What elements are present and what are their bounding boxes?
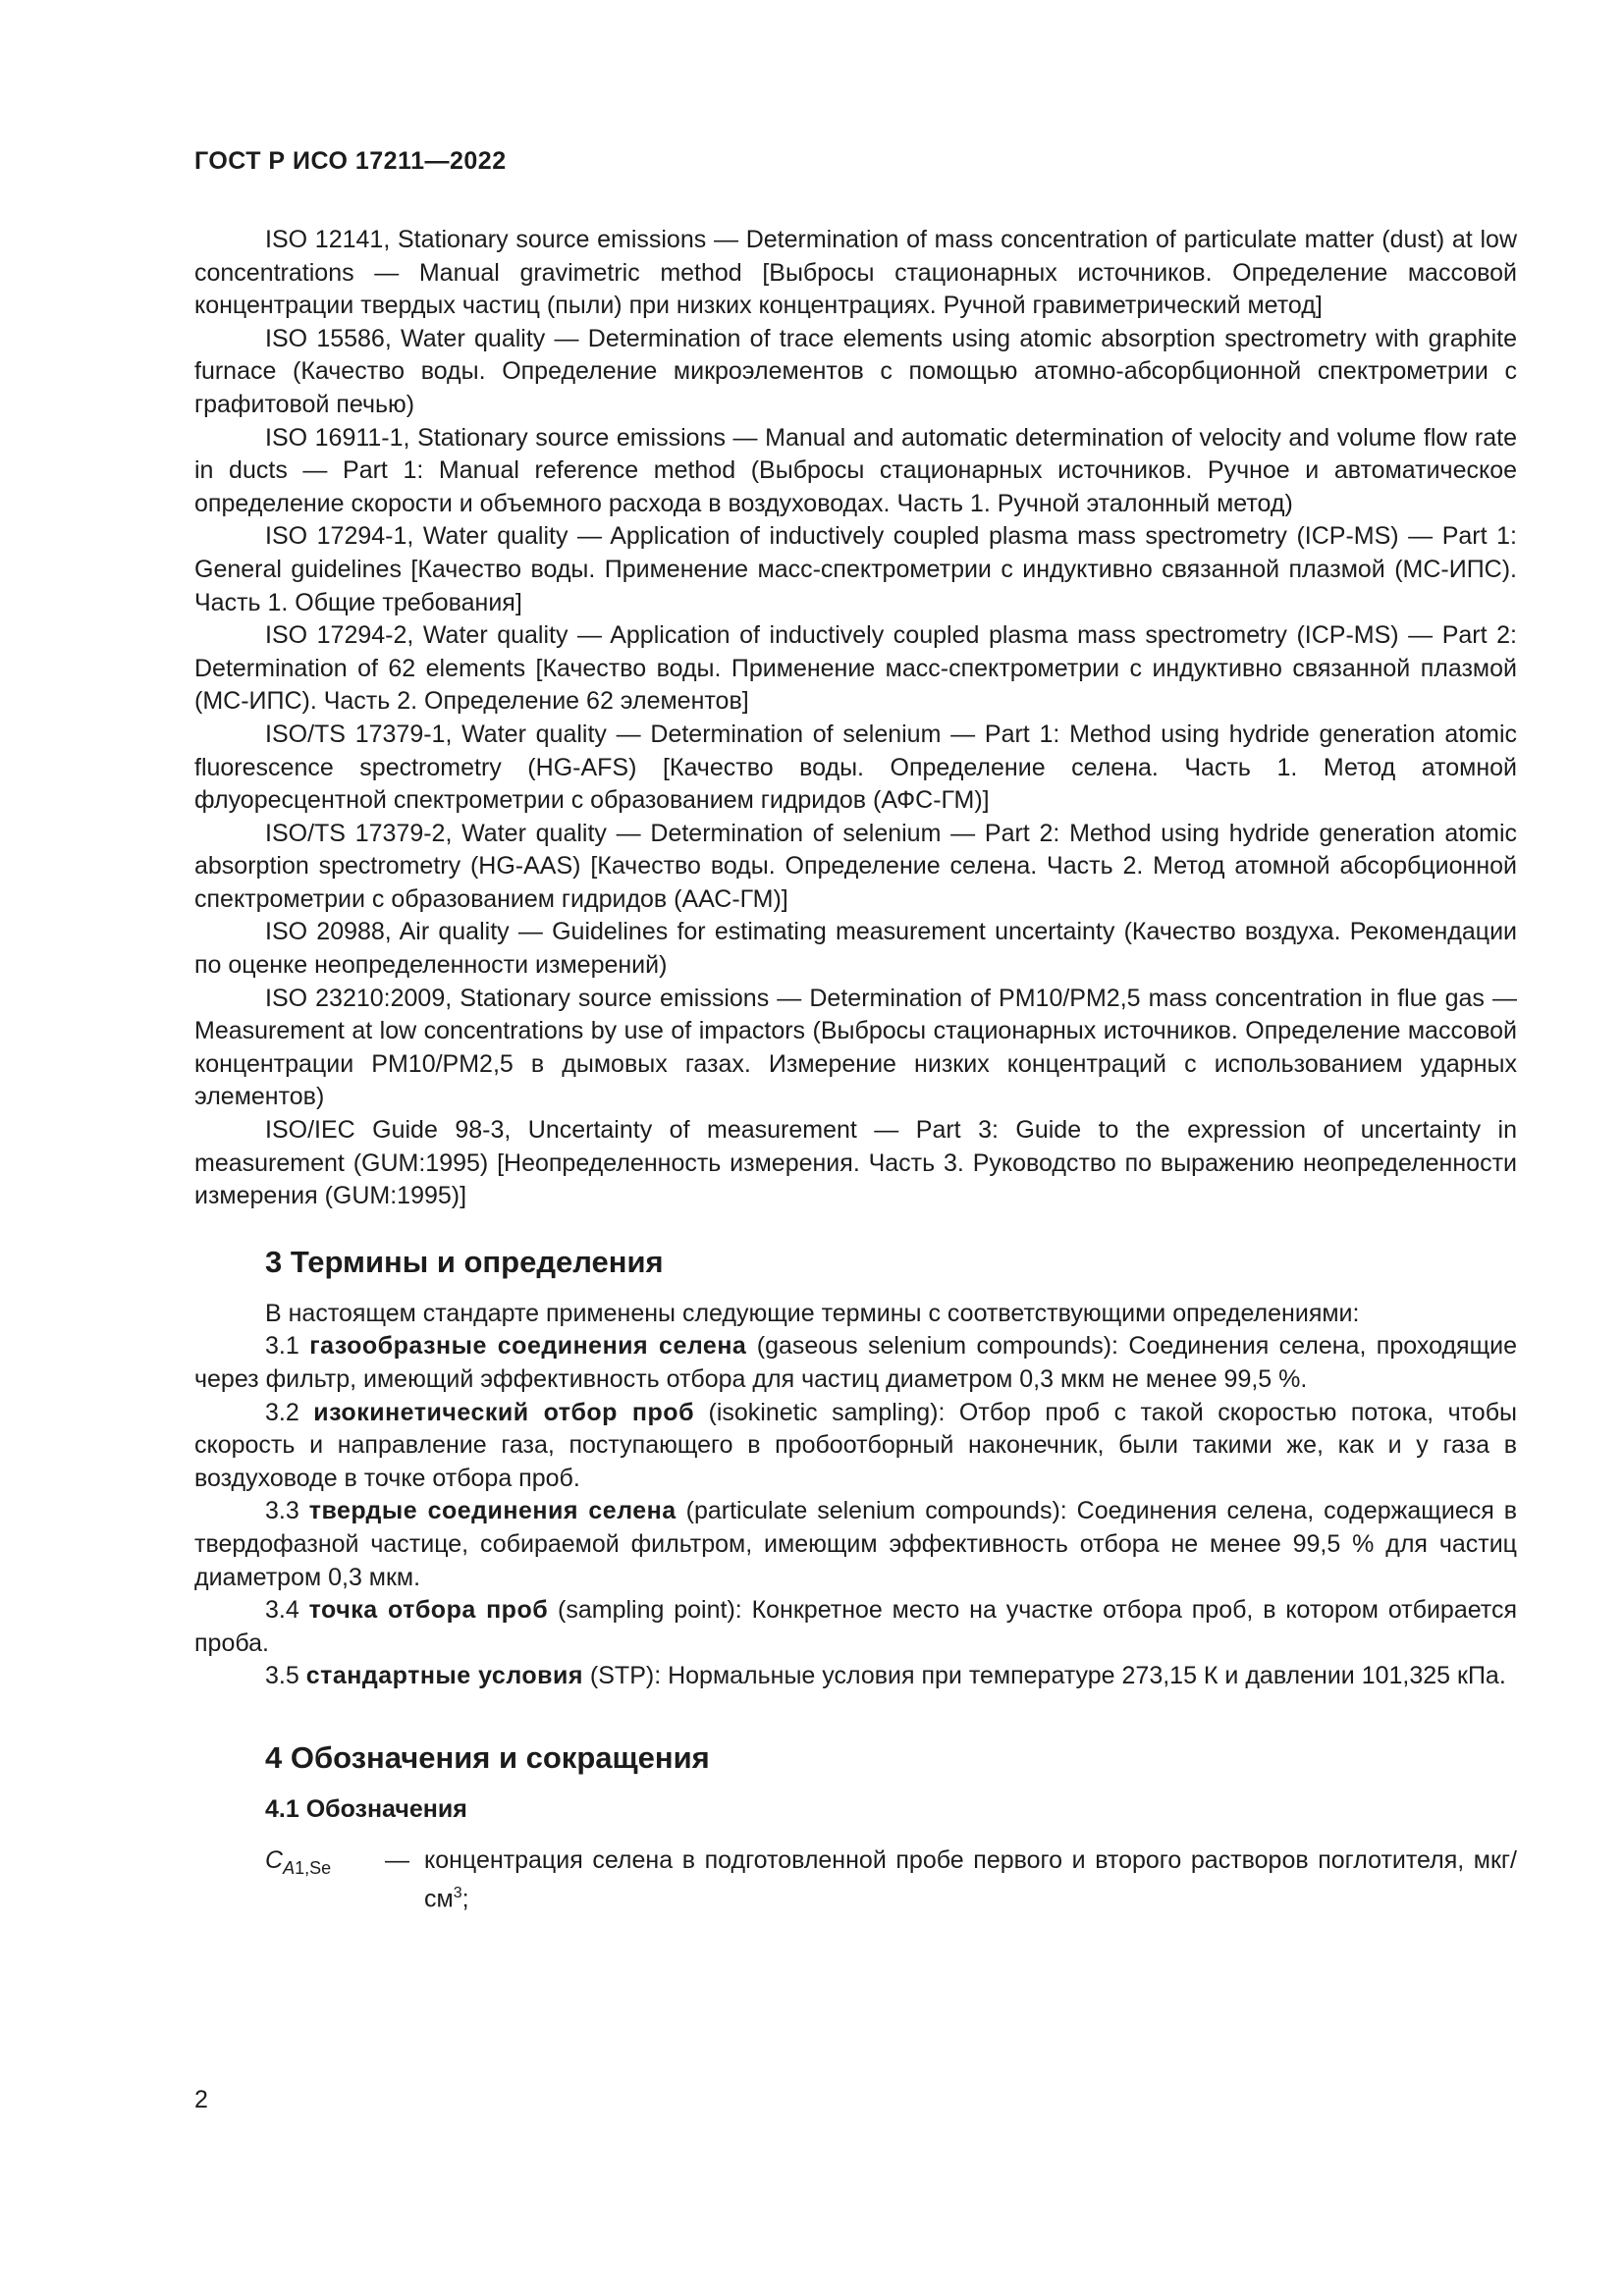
term-text: (sampling point): Конкретное место на участке отбора проб, в котором отбирается проба. [194, 1596, 1518, 1657]
term-name: газообразные соединения селена [309, 1332, 747, 1361]
reference-item: ISO 15586, Water quality — Determination of trace elements using atomic absorption spectrometry with graphite furnace (Качество воды. Определение микроэлементов с помощью атомно-абсорбционной спектрометрии с графитовой печью) [194, 324, 1517, 418]
reference-item: ISO/TS 17379-1, Water quality — Determination of selenium — Part 1: Method using hydride generation atomic fluorescence spectrometry (HG-AFS) [Качество воды. Определение селена. Часть 1. Метод атомной флуоресцентной спектрометрии с образованием гидридов (АФС-ГМ)] [194, 720, 1517, 815]
symbol-name: $C_{A1,Se}$ [265, 1845, 332, 1878]
term-number: 3.3 [265, 1497, 299, 1525]
reference-item: ISO/IEC Guide 98-3, Uncertainty of measurement — Part 3: Guide to the expression of uncertainty in measurement (GUM:1995) [Неопределенность измерения. Часть 3. Руководство по выражению неопределенности измерения (GUM:1995)] [194, 1116, 1517, 1210]
symbol-definition: концентрация селена в подготовленной пробе первого и второго растворов поглотителя, мкг/$см^3$; [424, 1845, 1517, 1913]
reference-item: ISO 23210:2009, Stationary source emissions — Determination of PM10/PM2,5 mass concentration in flue gas — Measurement at low concentrations by use of impactors (Выбросы стационарных источников. Определение массовой концентрации PM10/PM2,5 в дымовых газах. Измерение низких концентраций с использованием ударных элементов) [194, 984, 1517, 1111]
term-text: (isokinetic sampling): Отбор проб с такой скоростью потока, чтобы скорость и направление газа, поступающего в пробоотборный наконечник, были такими же, как и у газа в воздуховоде в точке отбора проб. [194, 1398, 1517, 1492]
term-text: (STP): Нормальные условия при температуре 273,15 К и давлении 101,325 кПа. [589, 1662, 1506, 1690]
term-number: 3.2 [265, 1398, 299, 1426]
section-3-heading: 3 Термины и определения [265, 1244, 664, 1279]
section-3-intro: В настоящем стандарте применены следующие термины с соответствующими определениями: [265, 1299, 1360, 1327]
term-name: твердые соединения селена [308, 1497, 677, 1525]
term-definition [194, 1330, 1517, 1396]
reference-item: ISO 17294-2, Water quality — Application of inductively coupled plasma mass spectrometry (ICP-MS) — Part 2: Determination of 62 elements [Качество воды. Применение масс-спектрометрии с индуктивно связанной плазмой (МС-ИПС). Часть 2. Определение 62 элементов] [194, 621, 1517, 716]
section-4-1-heading: 4.1 Обозначения [265, 1794, 467, 1823]
reference-item: ISO 20988, Air quality — Guidelines for estimating measurement uncertainty (Качество воздуха. Рекомендации по оценке неопределенности измерений) [194, 918, 1517, 980]
reference-item: ISO 17294-1, Water quality — Application of inductively coupled plasma mass spectrometry (ICP-MS) — Part 1: General guidelines [Качество воды. Применение масс-спектрометрии с индуктивно связанной плазмой (МС-ИПС). Часть 1. Общие требования] [194, 522, 1517, 616]
document-header: ГОСТ Р ИСО 17211—2022 [194, 147, 507, 175]
term-name: точка отбора проб [308, 1596, 549, 1625]
term-name: изокинетический отбор проб [313, 1398, 695, 1426]
section-4 [194, 1738, 1517, 1916]
section-3 [194, 1243, 1517, 1693]
page-number: 2 [194, 2086, 208, 2113]
term-number: 3.4 [265, 1596, 299, 1625]
term-definition [194, 1495, 1517, 1594]
document-body [194, 224, 1517, 1916]
reference-item: ISO/TS 17379-2, Water quality — Determination of selenium — Part 2: Method using hydride generation atomic absorption spectrometry (HG-AAS) [Качество воды. Определение селена. Часть 2. Метод атомной абсорбционной спектрометрии с образованием гидридов (ААС-ГМ)] [194, 819, 1517, 913]
normative-references [194, 224, 1517, 1213]
symbol-row [194, 1844, 1517, 1917]
term-definition [194, 1594, 1517, 1660]
reference-item: ISO 16911-1, Stationary source emissions — Manual and automatic determination of velocity and volume flow rate in ducts — Part 1: Manual reference method (Выбросы стационарных источников. Ручное и автоматическое определение скорости и объемного расхода в воздуховодах. Часть 1. Ручной эталонный метод) [194, 423, 1517, 517]
term-definition [194, 1397, 1517, 1496]
reference-item: ISO 12141, Stationary source emissions — Determination of mass concentration of particulate matter (dust) at low concentrations — Manual gravimetric method [Выбросы стационарных источников. Определение массовой концентрации твердых частиц (пыли) при низких концентрациях. Ручной гравиметрический метод] [194, 226, 1517, 320]
term-text: (particulate selenium compounds): Соединения селена, содержащиеся в твердофазной частице, собираемой фильтром, имеющим эффективность отбора не менее 99,5 % для частиц диаметром 0,3 мкм. [194, 1497, 1517, 1591]
term-number: 3.5 [265, 1662, 299, 1690]
symbol-dash: — [385, 1845, 409, 1874]
term-name: стандартные условия [305, 1662, 583, 1690]
section-4-heading: 4 Обозначения и сокращения [265, 1739, 710, 1775]
term-text: (gaseous selenium compounds): Соединения селена, проходящие через фильтр, имеющий эффективность отбора для частиц диаметром 0,3 мкм не менее 99,5 %. [194, 1332, 1518, 1393]
term-definition [194, 1660, 1517, 1693]
term-number: 3.1 [265, 1332, 299, 1361]
